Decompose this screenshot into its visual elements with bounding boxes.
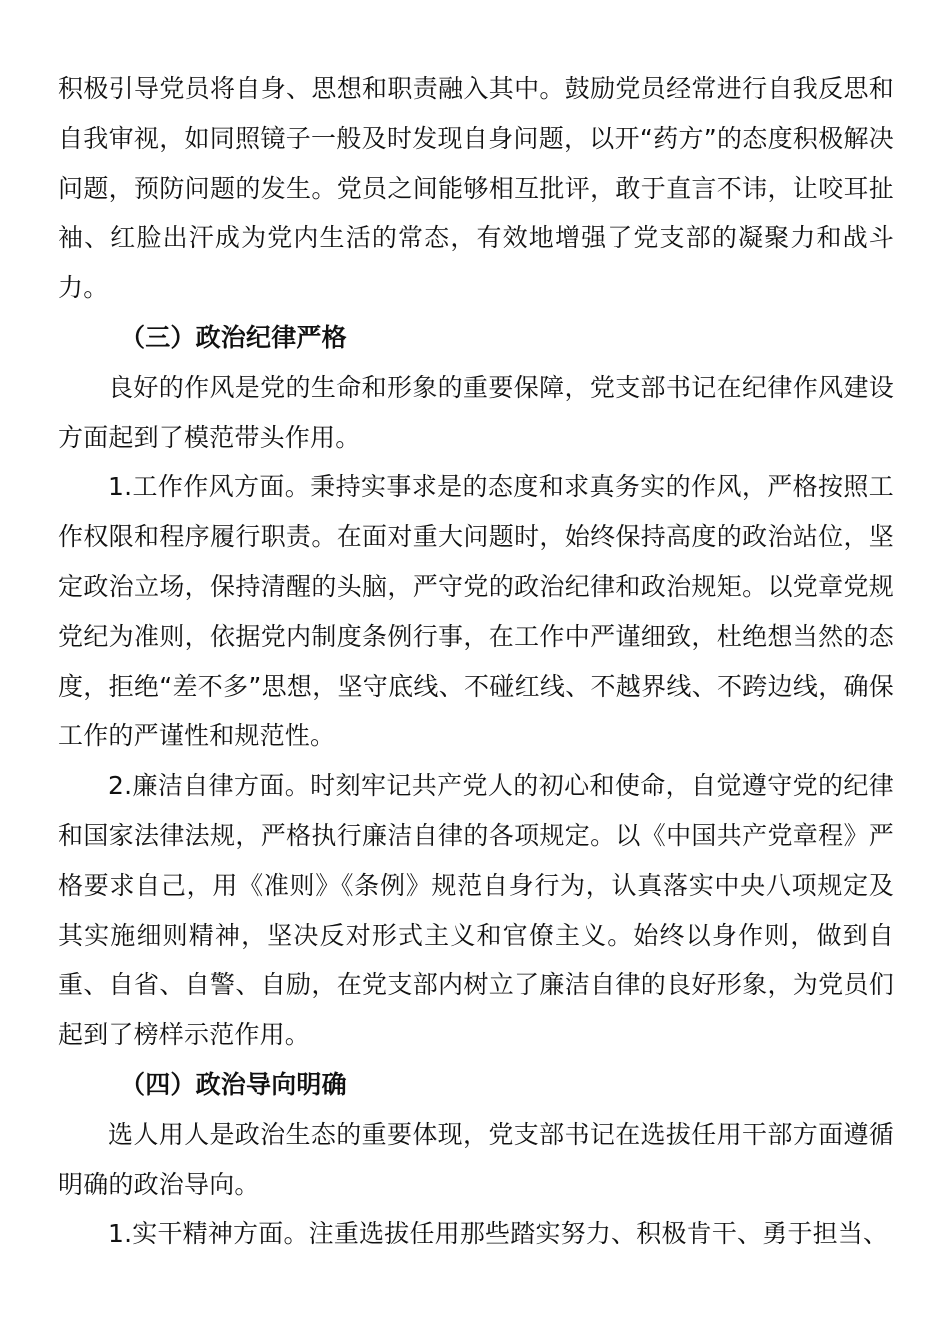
- section-heading-4: （四）政治导向明确: [120, 1069, 347, 1099]
- paragraph-discipline-intro: 良好的作风是党的生命和形象的重要保障，党支部书记在纪律作风建设方面起到了模范带头作用。: [58, 372, 894, 452]
- paragraph-work-style: 1.工作作风方面。秉持实事求是的态度和求真务实的作风，严格按照工作权限和程序履行职责。在面对重大问题时，始终保持高度的政治站位，坚定政治立场，保持清醒的头脑，严守党的政治纪律和政治规矩。以党章党规党纪为准则，依据党内制度条例行事，在工作中严谨细致，杜绝想当然的态度，拒绝“差不多”思想，坚守底线、不碰红线、不越界线、不跨边线，确保工作的严谨性和规范性。: [58, 472, 894, 751]
- paragraph-orientation-intro: 选人用人是政治生态的重要体现，党支部书记在选拔任用干部方面遵循明确的政治导向。: [58, 1119, 894, 1199]
- document-body: [58, 64, 894, 1259]
- paragraph-continuation: 积极引导党员将自身、思想和职责融入其中。鼓励党员经常进行自我反思和自我审视，如同照镜子一般及时发现自身问题，以开“药方”的态度积极解决问题，预防问题的发生。党员之间能够相互批评，敢于直言不讳，让咬耳扯袖、红脸出汗成为党内生活的常态，有效地增强了党支部的凝聚力和战斗力。: [58, 74, 894, 303]
- paragraph-practical-spirit: 1.实干精神方面。注重选拔任用那些踏实努力、积极肯干、勇于担当、: [108, 1219, 889, 1249]
- section-heading-3: （三）政治纪律严格: [120, 322, 347, 352]
- paragraph-integrity: 2.廉洁自律方面。时刻牢记共产党人的初心和使命，自觉遵守党的纪律和国家法律法规，严格执行廉洁自律的各项规定。以《中国共产党章程》严格要求自己，用《准则》《条例》规范自身行为，认真落实中央八项规定及其实施细则精神，坚决反对形式主义和官僚主义。始终以身作则，做到自重、自省、自警、自励，在党支部内树立了廉洁自律的良好形象，为党员们起到了榜样示范作用。: [58, 771, 894, 1050]
